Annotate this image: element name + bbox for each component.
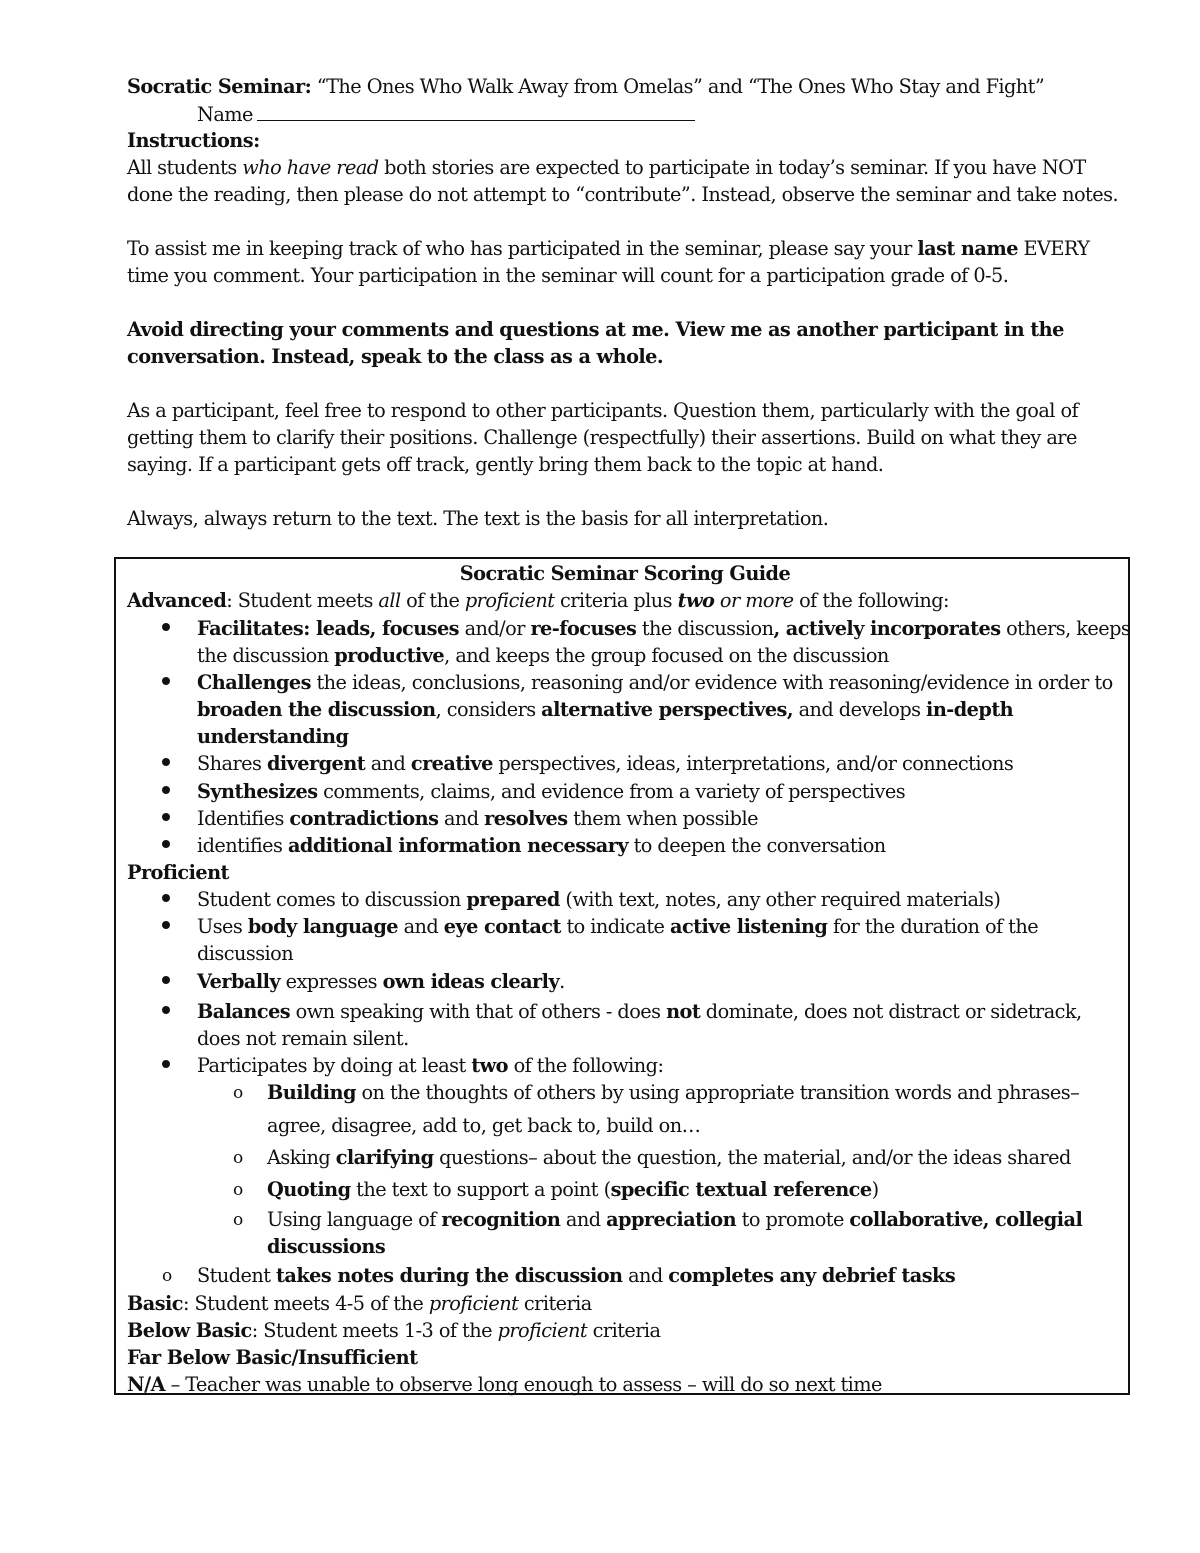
- below-basic-t3: criteria: [587, 1319, 661, 1342]
- adv-b2-l2d: and develops: [793, 698, 927, 721]
- prof-o4-line1: [267, 1206, 1082, 1233]
- adv-b3-s4: creative: [410, 752, 493, 775]
- header: [127, 73, 1127, 208]
- name-label: Name: [197, 103, 253, 126]
- bullet-icon: [162, 758, 170, 766]
- p1-text-a: All students: [127, 156, 243, 179]
- advanced-t8: of the following:: [793, 589, 949, 612]
- bullet-icon: [162, 813, 170, 821]
- adv-b4-s2: comments, claims, and evidence from a variety of perspectives: [317, 780, 906, 803]
- title-text: “The Ones Who Walk Away from Omelas” and “The Ones Who Stay and Fight”: [311, 75, 1045, 98]
- p4-line2: getting them to clarify their positions. Challenge (respectfully) their assertions. Build on what they are: [127, 426, 1077, 449]
- adv-b6-s2: additional information necessary: [287, 834, 629, 857]
- title-label: Socratic Seminar:: [127, 75, 312, 98]
- adv-b1-line1: [197, 615, 1130, 642]
- prof-b4-s1: Balances: [197, 1000, 291, 1023]
- prof-b3-s1: Verbally: [197, 970, 281, 993]
- prof-o3-s2: the text to support a point (: [350, 1178, 611, 1201]
- advanced-label: Advanced: [127, 589, 227, 612]
- below-basic-t2: proficient: [497, 1319, 588, 1342]
- prof-o3-line1: [267, 1176, 879, 1203]
- prof-o4-s5: to promote: [736, 1208, 850, 1231]
- prof-b1-line1: [197, 886, 1000, 913]
- prof-b1-s1: Student comes to discussion: [197, 888, 467, 911]
- prof-b5-s2: two: [471, 1054, 508, 1077]
- p2-text-a: To assist me in keeping track of who has participated in the seminar, please say your: [127, 237, 918, 260]
- adv-b2-line1: [197, 669, 1113, 696]
- na-line: [127, 1371, 882, 1398]
- prof-b2-s2: body language: [247, 915, 399, 938]
- p4-line1: As a participant, feel free to respond to other participants. Question them, particularly with the goal of: [127, 399, 1079, 422]
- adv-b5-s5: them when possible: [567, 807, 758, 830]
- adv-b3-line1: [197, 750, 1013, 777]
- prof-b4-line1: [197, 998, 1082, 1025]
- adv-b3-s2: divergent: [266, 752, 366, 775]
- bullet-icon: [162, 894, 170, 902]
- prof-b1-s2: prepared: [466, 888, 560, 911]
- advanced-t6: two: [677, 589, 715, 612]
- adv-b2-s2: the ideas, conclusions, reasoning and/or evidence with reasoning/evidence in order to: [310, 671, 1113, 694]
- p2-line1: [127, 235, 1127, 262]
- guide-title: Socratic Seminar Scoring Guide: [459, 562, 791, 585]
- bullet-icon: [162, 840, 170, 848]
- p2-text-c: EVERY: [1017, 237, 1090, 260]
- adv-b1-line2: [197, 642, 889, 669]
- prof-o4-s1: Using language of: [267, 1208, 442, 1231]
- prof-o2-s3: questions– about the question, the material, and/or the ideas shared: [433, 1146, 1071, 1169]
- adv-b3-s3: and: [365, 752, 411, 775]
- bullet-icon: [162, 623, 170, 631]
- basic-t2: proficient: [428, 1292, 519, 1315]
- prof-b5-s1: Participates by doing at least: [197, 1054, 472, 1077]
- advanced-line: [127, 587, 949, 614]
- basic-label: Basic: [127, 1292, 183, 1315]
- basic-t1: : Student meets 4-5 of the: [182, 1292, 429, 1315]
- circle-bullet-icon: o: [233, 1210, 244, 1230]
- adv-b1-s5: , actively incorporates: [773, 617, 1001, 640]
- prof-b2-s3: and: [398, 915, 444, 938]
- prof-b4-s2: own speaking with that of others - does: [290, 1000, 667, 1023]
- bullet-icon: [162, 677, 170, 685]
- circle-bullet-icon: o: [162, 1266, 173, 1286]
- adv-b2-l2b: , considers: [435, 698, 542, 721]
- p3-line1: Avoid directing your comments and questions at me. View me as another participant in the: [127, 318, 1064, 341]
- prof-b1-s3: (with text, notes, any other required materials): [559, 888, 1001, 911]
- adv-b3-s5: perspectives, ideas, interpretations, and/or connections: [492, 752, 1014, 775]
- name-blank[interactable]: [257, 100, 695, 121]
- prof-o4-s6: collaborative, collegial: [849, 1208, 1083, 1231]
- advanced-t2: all: [378, 589, 401, 612]
- p2-text-b: last name: [917, 237, 1018, 260]
- below-basic-line: [127, 1317, 661, 1344]
- adv-b1-l2a: the discussion: [197, 644, 335, 667]
- p2-line2: time you comment. Your participation in the seminar will count for a participation grade of 0-5.: [127, 264, 1009, 287]
- prof-o5-line1: [197, 1262, 955, 1289]
- adv-b1-s4: the discussion: [636, 617, 774, 640]
- prof-o4-s3: and: [560, 1208, 607, 1231]
- below-basic-label: Below Basic: [127, 1319, 252, 1342]
- instructions-heading: Instructions:: [127, 129, 260, 152]
- prof-b3-s4: .: [559, 970, 565, 993]
- adv-b6-s3: to deepen the conversation: [628, 834, 886, 857]
- bullet-icon: [162, 1060, 170, 1068]
- advanced-t7: or more: [714, 589, 794, 612]
- prof-b2-s1: Uses: [197, 915, 248, 938]
- circle-bullet-icon: o: [233, 1180, 244, 1200]
- advanced-t1: : Student meets: [226, 589, 379, 612]
- na-t1: – Teacher was unable to observe long enough to assess – will do so next time: [164, 1373, 882, 1396]
- prof-o1-line2: agree, disagree, add to, get back to, build on…: [267, 1114, 701, 1137]
- prof-b2-s7: for the duration of the: [827, 915, 1039, 938]
- proficient-label: Proficient: [127, 861, 229, 884]
- basic-line: [127, 1290, 592, 1317]
- paragraph-3: [127, 316, 1127, 370]
- advanced-t3: of the: [400, 589, 465, 612]
- adv-b1-l2b: productive: [334, 644, 445, 667]
- adv-b2-l2e: in-depth: [926, 698, 1014, 721]
- name-line: [127, 100, 1127, 127]
- prof-b3-s3: own ideas clearly: [382, 970, 560, 993]
- prof-b4-s4: dominate, does not distract or sidetrack,: [700, 1000, 1082, 1023]
- adv-b4-s1: Synthesizes: [197, 780, 318, 803]
- prof-o4-s2: recognition: [441, 1208, 561, 1231]
- prof-b2-line1: [197, 913, 1038, 940]
- adv-b2-line3: understanding: [197, 725, 349, 748]
- prof-o2-s1: Asking: [267, 1146, 336, 1169]
- adv-b2-l2a: broaden the discussion: [197, 698, 436, 721]
- paragraph-5: [127, 505, 1127, 532]
- p4-line3: saying. If a participant gets off track, gently bring them back to the topic at hand.: [127, 453, 884, 476]
- prof-o5-s1: Student: [197, 1264, 277, 1287]
- far-below-basic-label: Far Below Basic/Insufficient: [127, 1346, 418, 1369]
- basic-t3: criteria: [518, 1292, 592, 1315]
- prof-b5-line1: [197, 1052, 663, 1079]
- prof-o5-s2: takes notes during the discussion: [276, 1264, 623, 1287]
- prof-b3-line1: [197, 968, 565, 995]
- adv-b1-s1: Facilitates: leads, focuses: [197, 617, 459, 640]
- p5-line1: Always, always return to the text. The text is the basis for all interpretation.: [127, 507, 829, 530]
- prof-b2-s4: eye contact: [443, 915, 561, 938]
- adv-b1-l2c: , and keeps the group focused on the discussion: [444, 644, 889, 667]
- bullet-icon: [162, 921, 170, 929]
- na-label: N/A: [127, 1373, 165, 1396]
- prof-b5-s3: of the following:: [507, 1054, 664, 1077]
- advanced-t5: criteria plus: [554, 589, 678, 612]
- circle-bullet-icon: o: [233, 1148, 244, 1168]
- adv-b4-line1: [197, 778, 905, 805]
- prof-o1-s1: Building: [267, 1081, 356, 1104]
- prof-b3-s2: expresses: [280, 970, 383, 993]
- bullet-icon: [162, 976, 170, 984]
- adv-b5-s3: and: [438, 807, 485, 830]
- prof-o3-s4: ): [871, 1178, 879, 1201]
- prof-b4-s3: not: [666, 1000, 701, 1023]
- adv-b2-l2c: alternative perspectives,: [541, 698, 794, 721]
- adv-b5-s2: contradictions: [289, 807, 439, 830]
- p1-text-c: both stories are expected to participate in today’s seminar. If you have NOT: [378, 156, 1086, 179]
- prof-o3-s1: Quoting: [267, 1178, 351, 1201]
- prof-o1-s2: on the thoughts of others by using appropriate transition words and phrases–: [355, 1081, 1080, 1104]
- adv-b5-s4: resolves: [484, 807, 568, 830]
- adv-b1-s2: and/or: [459, 617, 531, 640]
- title-line: [127, 73, 1127, 100]
- adv-b1-s6: others, keeps: [1000, 617, 1131, 640]
- prof-b2-line2: discussion: [197, 942, 294, 965]
- prof-o1-line1: [267, 1079, 1079, 1106]
- paragraph-4: [127, 397, 1127, 478]
- prof-o4-s4: appreciation: [606, 1208, 737, 1231]
- prof-o5-s4: completes any debrief tasks: [668, 1264, 956, 1287]
- bullet-icon: [162, 786, 170, 794]
- adv-b5-line1: [197, 805, 758, 832]
- adv-b2-line2: [197, 696, 1013, 723]
- prof-o5-s3: and: [622, 1264, 669, 1287]
- bullet-icon: [162, 1006, 170, 1014]
- p3-line2: conversation. Instead, speak to the class as a whole.: [127, 345, 664, 368]
- adv-b3-s1: Shares: [197, 752, 267, 775]
- prof-b4-line2: does not remain silent.: [197, 1027, 409, 1050]
- circle-bullet-icon: o: [233, 1083, 244, 1103]
- prof-b2-s5: to indicate: [560, 915, 670, 938]
- adv-b2-s1: Challenges: [197, 671, 311, 694]
- adv-b6-s1: identifies: [197, 834, 288, 857]
- p1-line1: [127, 154, 1127, 181]
- prof-o4-line2: discussions: [267, 1235, 386, 1258]
- adv-b5-s1: Identifies: [197, 807, 290, 830]
- prof-b2-s6: active listening: [670, 915, 828, 938]
- prof-o2-s2: clarifying: [335, 1146, 434, 1169]
- prof-o2-line1: [267, 1144, 1071, 1171]
- below-basic-t1: : Student meets 1-3 of the: [251, 1319, 498, 1342]
- adv-b1-s3: re-focuses: [530, 617, 637, 640]
- adv-b6-line1: [197, 832, 886, 859]
- paragraph-2: [127, 235, 1127, 289]
- p1-text-b: who have read: [242, 156, 379, 179]
- advanced-t4: proficient: [464, 589, 555, 612]
- p1-line2: done the reading, then please do not attempt to “contribute”. Instead, observe the seminar and take notes.: [127, 183, 1119, 206]
- prof-o3-s3: specific textual reference: [610, 1178, 872, 1201]
